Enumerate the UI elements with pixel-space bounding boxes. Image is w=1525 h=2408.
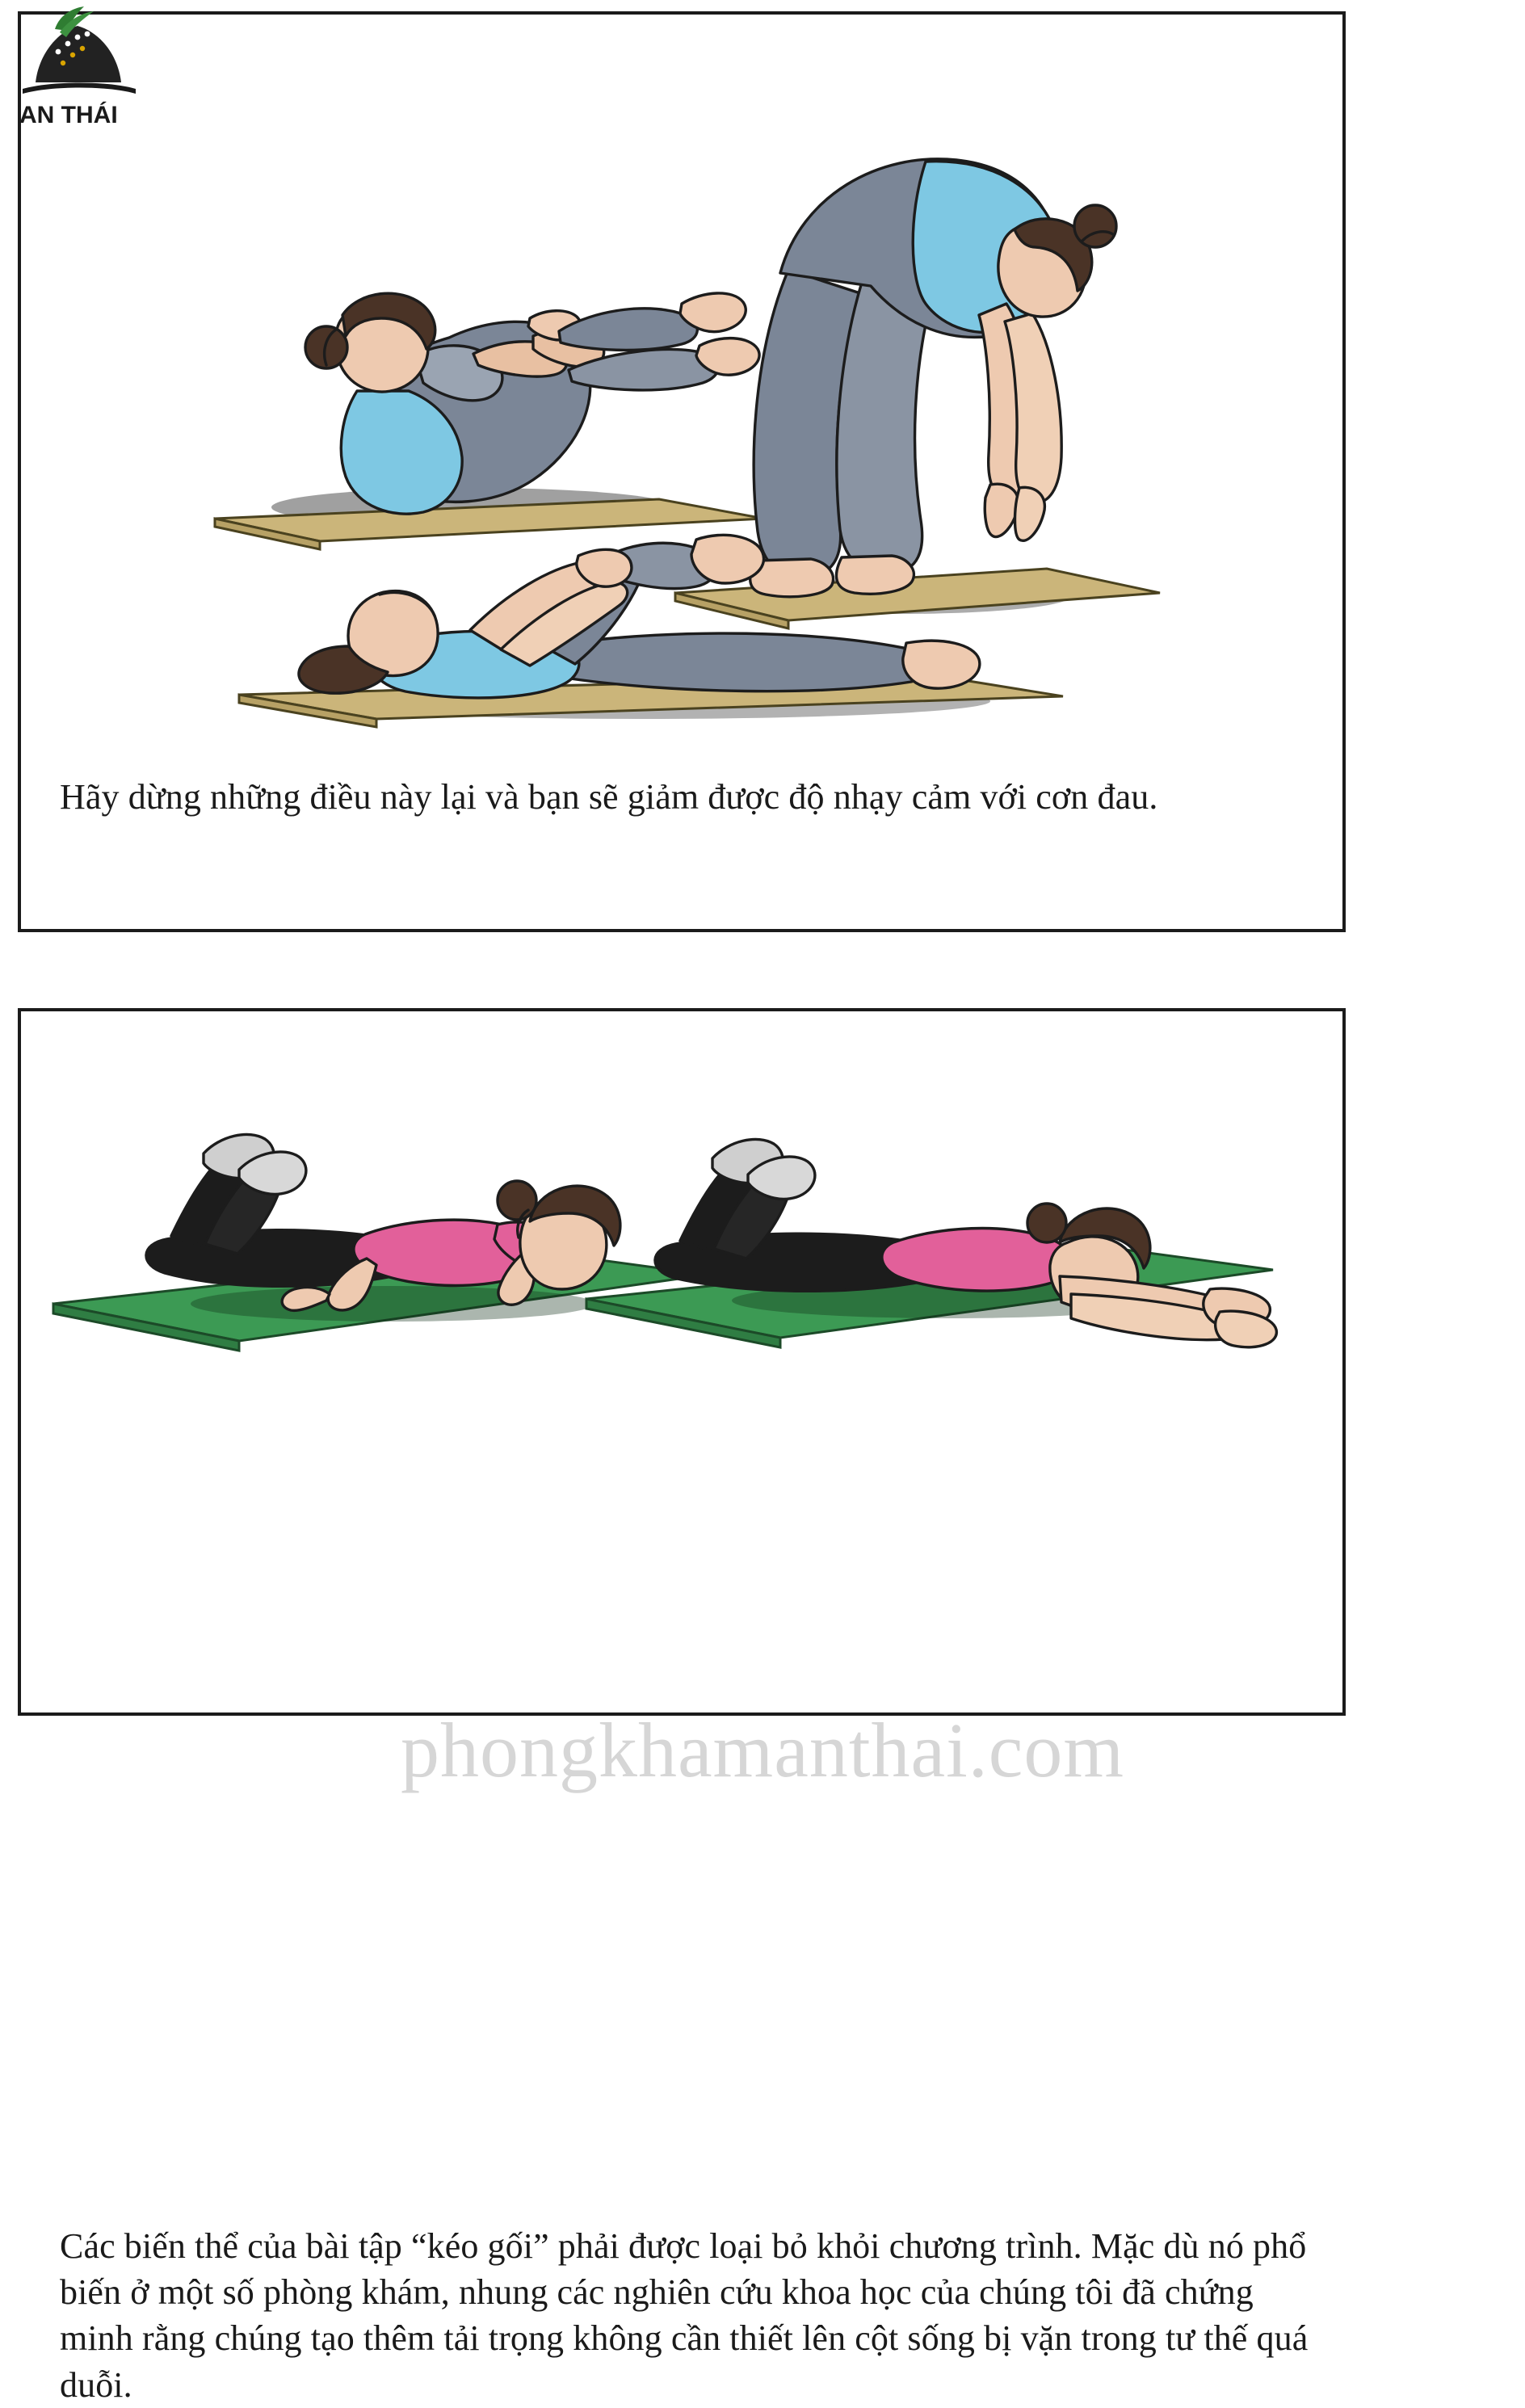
logo-mountain-icon	[23, 6, 136, 94]
yoga-poses-panel	[18, 11, 1346, 932]
figure-supine-single-knee-to-chest	[223, 499, 1079, 758]
panel-top-caption: Hãy dừng những điều này lại và bạn sẽ giảm được độ nhạy cảm với cơn đau.	[60, 777, 1158, 817]
an-thai-logo	[11, 5, 149, 150]
logo-text: AN THÁI	[19, 102, 118, 128]
figure-prone-arms-extended	[578, 1092, 1289, 1399]
watermark: phongkhamanthai.com	[400, 1707, 1125, 1793]
panel-bottom-caption: Các biến thể của bài tập “kéo gối” phải được loại bỏ khỏi chương trình. Mặc dù nó phổ biến ở một số phòng khám, nhung các nghiên cứu khoa học của chúng tôi đã chứng minh rằng chúng tạo thêm tải trọng không cần thiết lên cột sống bị vặn trong tư thế quá duỗi.	[60, 2226, 1309, 2405]
prone-extension-illustration	[21, 1011, 1342, 1415]
yoga-poses-illustration	[21, 15, 1342, 758]
